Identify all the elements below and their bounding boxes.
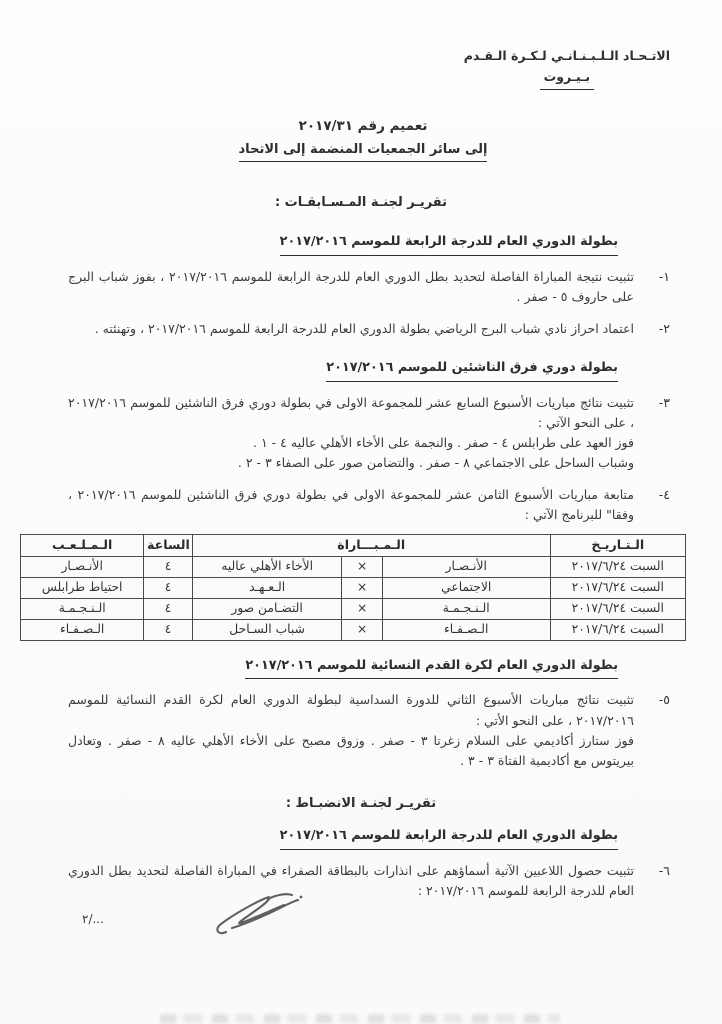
item-number: ٢- bbox=[658, 320, 670, 336]
list-item-5 bbox=[40, 690, 670, 771]
col-header-venue: الـمـلـعـب bbox=[21, 535, 144, 556]
table-header-row bbox=[21, 535, 686, 556]
col-header-time: الساعة bbox=[144, 535, 193, 556]
cell-away-team: شباب السـاحل bbox=[192, 619, 342, 640]
item-result-line: وشباب الساحل على الاجتماعي ٨ - صفر . والتضامن صور على الصفاء ٣ - ٢ . bbox=[237, 455, 634, 471]
matches-committee-title: تقريـر لجنـة المـسـابقـات : bbox=[274, 195, 448, 211]
item-number: ٦- bbox=[658, 863, 670, 879]
item-text-main: تثبيت نتائج مباريات الأسبوع الثاني للدورة السداسية لبطولة الدوري العام لكرة القدم النسائية للموسم ٢٠١٧/٢٠١٦ ، على النحو الأتي : bbox=[68, 692, 634, 728]
cell-time: ٤ bbox=[144, 619, 193, 640]
cell-away-team: الأخاء الأهلي عاليه bbox=[192, 556, 342, 577]
federation-header bbox=[464, 46, 670, 90]
item-text: متابعة مباريات الأسبوع الثامن عشر للمجموعة الاولى في بطولة دوري فرق الناشئين للموسم ٢٠١٧/٢٠١٦ ، وفقا" للبرنامج الآتي : bbox=[68, 486, 634, 522]
list-item-4 bbox=[40, 485, 670, 526]
cell-date: السبت ٢٠١٧/٦/٢٤ bbox=[550, 577, 685, 598]
cell-venue: الـصـفـاء bbox=[21, 619, 144, 640]
cell-venue: الـنـجـمـة bbox=[21, 598, 144, 619]
table-row bbox=[21, 556, 686, 577]
circular-addressee: إلى سائر الجمعيات المنضمة إلى الاتحاد bbox=[239, 139, 488, 162]
cell-venue: احتياط طرابلس bbox=[21, 577, 144, 598]
section-heading-division4: بطولة الدوري العام للدرجة الرابعة للموسم ٢٠١٧/٢٠١٦ bbox=[40, 232, 618, 256]
section-heading-division4-discipline: بطولة الدوري العام للدرجة الرابعة للموسم ٢٠١٧/٢٠١٦ bbox=[40, 826, 618, 850]
col-header-date: الـتـاريـخ bbox=[550, 535, 685, 556]
cell-home-team: الأنـصـار bbox=[382, 556, 550, 577]
circular-number: تعميم رقم ٢٠١٧/٣١ bbox=[298, 117, 428, 134]
cell-time: ٤ bbox=[144, 577, 193, 598]
signature-scribble-icon bbox=[210, 890, 306, 946]
page-marker: ٢/... bbox=[82, 911, 104, 926]
cell-vs-mark: × bbox=[342, 598, 382, 619]
item-number: ١- bbox=[658, 269, 670, 285]
cell-date: السبت ٢٠١٧/٦/٢٤ bbox=[550, 556, 685, 577]
item-number: ٣- bbox=[658, 394, 670, 410]
cell-away-team: الـعـهـد bbox=[192, 577, 342, 598]
cell-time: ٤ bbox=[144, 556, 193, 577]
item-text: اعتماد احراز نادي شباب البرج الرياضي بطولة الدوري العام للدرجة الرابعة للموسم ٢٠١٧/٢٠١٦ ، وتهنئته . bbox=[94, 320, 634, 336]
section-heading-youth: بطولة دوري فرق الناشئين للموسم ٢٠١٧/٢٠١٦ bbox=[40, 358, 618, 382]
list-item-1 bbox=[40, 267, 670, 308]
cell-time: ٤ bbox=[144, 598, 193, 619]
scan-bleedthrough-smudge bbox=[160, 1014, 560, 1023]
cell-vs-mark: × bbox=[342, 619, 382, 640]
cell-home-team: الـصـفـاء bbox=[382, 619, 550, 640]
cell-date: السبت ٢٠١٧/٦/٢٤ bbox=[550, 619, 685, 640]
item-text bbox=[68, 393, 634, 474]
table-row bbox=[21, 577, 686, 598]
federation-city: بـيـروت bbox=[540, 67, 594, 89]
list-item-3 bbox=[40, 393, 670, 474]
item-text: تثبيت حصول اللاعبين الآتية أسماؤهم على انذارات بالبطاقة الصفراء في المباراة الفاصلة لتحديد بطل الدوري العام للدرجة الرابعة للموسم ٢٠١٧/٢٠١٦ : bbox=[68, 863, 634, 899]
cell-vs-mark: × bbox=[342, 577, 382, 598]
federation-name: الاتـحـاد الـلـبـنـانـي لـكـرة الـقـدم bbox=[463, 48, 670, 63]
table-row bbox=[21, 598, 686, 619]
item-number: ٥- bbox=[658, 692, 670, 708]
discipline-committee-title: تقريـر لجنـة الانضبـاط : bbox=[285, 796, 437, 812]
item-result-line: فوز العهد على طرابلس ٤ - صفر . والنجمة على الأخاء الأهلي عاليه ٤ - ١ . bbox=[253, 435, 634, 451]
item-text bbox=[68, 690, 634, 771]
cell-home-team: الـنـجـمـة bbox=[382, 598, 550, 619]
cell-date: السبت ٢٠١٧/٦/٢٤ bbox=[550, 598, 685, 619]
cell-home-team: الاجتماعي bbox=[382, 577, 550, 598]
item-number: ٤- bbox=[658, 486, 670, 502]
table-row bbox=[21, 619, 686, 640]
section-heading-womens: بطولة الدوري العام لكرة القدم النسائية للموسم ٢٠١٧/٢٠١٦ bbox=[40, 656, 618, 680]
item-result-line: فوز ستارز أكاديمي على السلام زغرتا ٣ - صفر . وزوق مصبح على الأخاء الأهلي عاليه ٨ - صفر . وتعادل بيريتوس مع أكاديمية الفتاة ٣ - ٣ . bbox=[68, 732, 634, 768]
item-text: تثبيت نتيجة المباراة الفاصلة لتحديد بطل الدوري العام للدرجة الرابعة للموسم ٢٠١٧/٢٠١٦ ، بفوز شباب البرج على حاروف ٥ - صفر . bbox=[68, 269, 634, 305]
circular-title-block bbox=[48, 116, 678, 163]
cell-venue: الأنـصـار bbox=[21, 556, 144, 577]
fixtures-table bbox=[20, 534, 686, 640]
col-header-match: الـمـبـــاراة bbox=[192, 535, 550, 556]
cell-away-team: التضـامن صور bbox=[192, 598, 342, 619]
list-item-6 bbox=[40, 861, 670, 902]
list-item-2 bbox=[40, 319, 670, 339]
cell-vs-mark: × bbox=[342, 556, 382, 577]
item-text-main: تثبيت نتائج مباريات الأسبوع السابع عشر للمجموعة الاولى في بطولة دوري فرق الناشئين للموسم ٢٠١٧/٢٠١٦ ، على النحو الآتي : bbox=[68, 394, 634, 430]
